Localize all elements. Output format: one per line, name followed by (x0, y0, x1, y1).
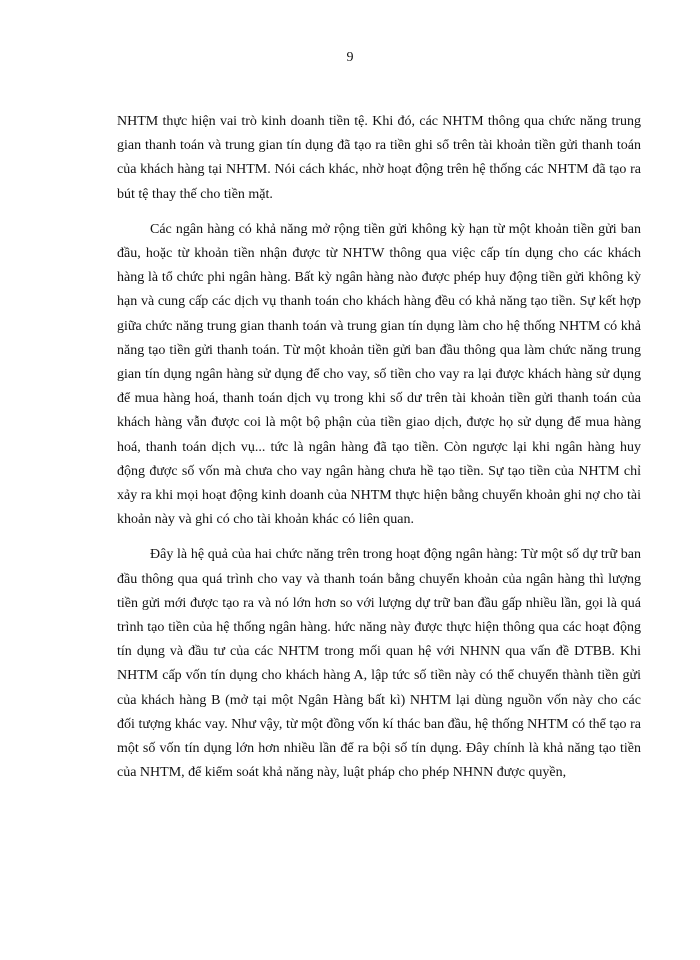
paragraph-continuation: NHTM thực hiện vai trò kinh doanh tiền tệ. Khi đó, các NHTM thông qua chức năng trung gian thanh toán và trung gian tín dụng đã tạo ra tiền ghi sổ trên tài khoản tiền gửi thanh toán của khách hàng tại NHTM. Nói cách khác, nhờ hoạt động trên hệ thống các NHTM đã tạo ra bút tệ thay thế cho tiền mặt. (117, 114, 641, 202)
paragraph-consequence: Đây là hệ quả của hai chức năng trên trong hoạt động ngân hàng: Từ một số dự trữ ban đầu thông qua quá trình cho vay và thanh toán bằng chuyển khoản của ngân hàng thì lượng tiền gửi mới được tạo ra và nó lớn hơn so với lượng dự trữ ban đầu gấp nhiều lần, gọi là quá trình tạo tiền của hệ thống ngân hàng. hức năng này được thực hiện thông qua các hoạt động tín dụng và đầu tư của các NHTM trong mối quan hệ với NHNN qua vấn đề DTBB. Khi NHTM cấp vốn tín dụng cho khách hàng A, lập tức số tiền này có thể chuyển thành tiền gửi của khách hàng B (mở tại một Ngân Hàng bất kì) NHTM lại dùng nguồn vốn này cho các đối tượng khác vay. Như vậy, từ một đồng vốn kí thác ban đầu, hệ thống NHTM có thể tạo ra một số vốn tín dụng lớn hơn nhiều lần để ra bội số tín dụng. Đây chính là khả năng tạo tiền của NHTM, để kiểm soát khả năng này, luật pháp cho phép NHNN được quyền, (117, 547, 641, 781)
page-number: 9 (346, 50, 354, 65)
body-text (117, 110, 641, 796)
paragraph-money-creation: Các ngân hàng có khả năng mở rộng tiền gửi không kỳ hạn từ một khoản tiền gửi ban đầu, hoặc từ khoản tiền nhận được từ NHTW thông qua việc cấp tín dụng cho các khách hàng là tổ chức phi ngân hàng. Bất kỳ ngân hàng nào được phép huy động tiền gửi không kỳ hạn và cung cấp các dịch vụ thanh toán cho khách hàng đều có khả năng tạo tiền. Sự kết hợp giữa chức năng trung gian thanh toán và trung gian tín dụng làm cho hệ thống NHTM có khả năng tạo tiền gửi thanh toán. Từ một khoản tiền gửi ban đầu thông qua làm chức năng trung gian tín dụng ngân hàng sử dụng để cho vay, số tiền cho vay ra lại được khách hàng sử dụng để mua hàng hoá, thanh toán dịch vụ trong khi số dư trên tài khoản tiền gửi thanh toán của khách hàng vẫn được coi là một bộ phận của tiền giao dịch, được họ sử dụng để mua hàng hoá, thanh toán dịch vụ... tức là ngân hàng đã tạo tiền. Còn ngược lại khi ngân hàng huy động được số vốn mà chưa cho vay ngân hàng chưa hề tạo tiền. Sự tạo tiền của NHTM chỉ xảy ra khi mọi hoạt động kinh doanh của NHTM thực hiện bằng chuyển khoản ghi nợ cho tài khoản này và ghi có cho tài khoản khác có liên quan. (117, 221, 641, 528)
